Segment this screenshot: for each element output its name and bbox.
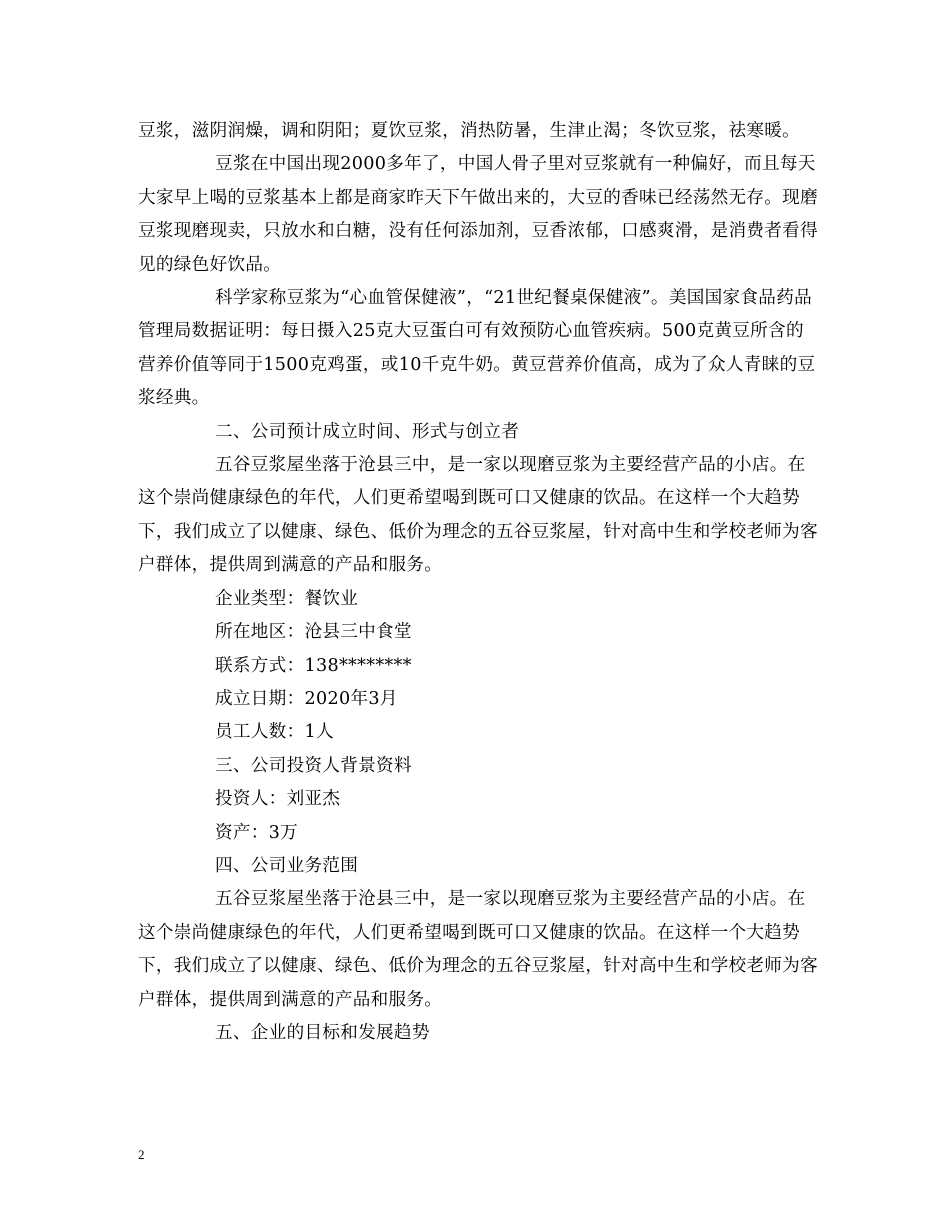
paragraph-soymilk-history: 豆浆在中国出现2000多年了，中国人骨子里对豆浆就有一种偏好，而且每天大家早上喝的豆浆基本上都是商家昨天下午做出来的，大豆的香味已经荡然无存。现磨豆浆现磨现卖，只放水和白糖，没有任何添加剂，豆香浓郁，口感爽滑，是消费者看得见的绿色好饮品。 (138, 154, 818, 275)
paragraph-business-scope: 五谷豆浆屋坐落于沧县三中，是一家以现磨豆浆为主要经营产品的小店。在这个崇尚健康绿色的年代，人们更希望喝到既可口又健康的饮品。在这样一个大趋势下，我们成立了以健康、绿色、低价为理念的五谷豆浆屋，针对高中生和学校老师为客户群体，提供周到满意的产品和服务。 (138, 889, 818, 1010)
field-assets: 资产：3万 (215, 822, 299, 843)
section-heading-4: 四、公司业务范围 (215, 855, 359, 876)
field-location: 所在地区：沧县三中食堂 (215, 622, 412, 643)
field-business-type: 企业类型：餐饮业 (215, 588, 359, 609)
paragraph-company-intro: 五谷豆浆屋坐落于沧县三中，是一家以现磨豆浆为主要经营产品的小店。在这个崇尚健康绿色的年代，人们更希望喝到既可口又健康的饮品。在这样一个大趋势下，我们成立了以健康、绿色、低价为理念的五谷豆浆屋，针对高中生和学校老师为客户群体，提供周到满意的产品和服务。 (138, 455, 818, 576)
document-body (138, 115, 818, 1050)
paragraph-soymilk-seasons: 豆浆，滋阴润燥，调和阴阳；夏饮豆浆，消热防暑，生津止渴；冬饮豆浆，祛寒暖。 (138, 121, 801, 141)
field-staff-count: 员工人数：1人 (215, 722, 334, 743)
field-contact: 联系方式：138******** (215, 655, 412, 676)
page-number: 2 (138, 1147, 145, 1162)
field-investor: 投资人：刘亚杰 (215, 789, 341, 810)
section-heading-2: 二、公司预计成立时间、形式与创立者 (215, 421, 520, 442)
section-heading-3: 三、公司投资人背景资料 (215, 755, 412, 776)
paragraph-soymilk-science: 科学家称豆浆为“心血管保健液”，“21世纪餐桌保健液”。美国国家食品药品管理局数据证明：每日摄入25克大豆蛋白可有效预防心血管疾病。500克黄豆所含的营养价值等同于1500克鸡蛋，或10千克牛奶。黄豆营养价值高，成为了众人青睐的豆浆经典。 (138, 288, 816, 409)
section-heading-5: 五、企业的目标和发展趋势 (215, 1022, 430, 1043)
field-founding-date: 成立日期：2020年3月 (215, 688, 398, 709)
